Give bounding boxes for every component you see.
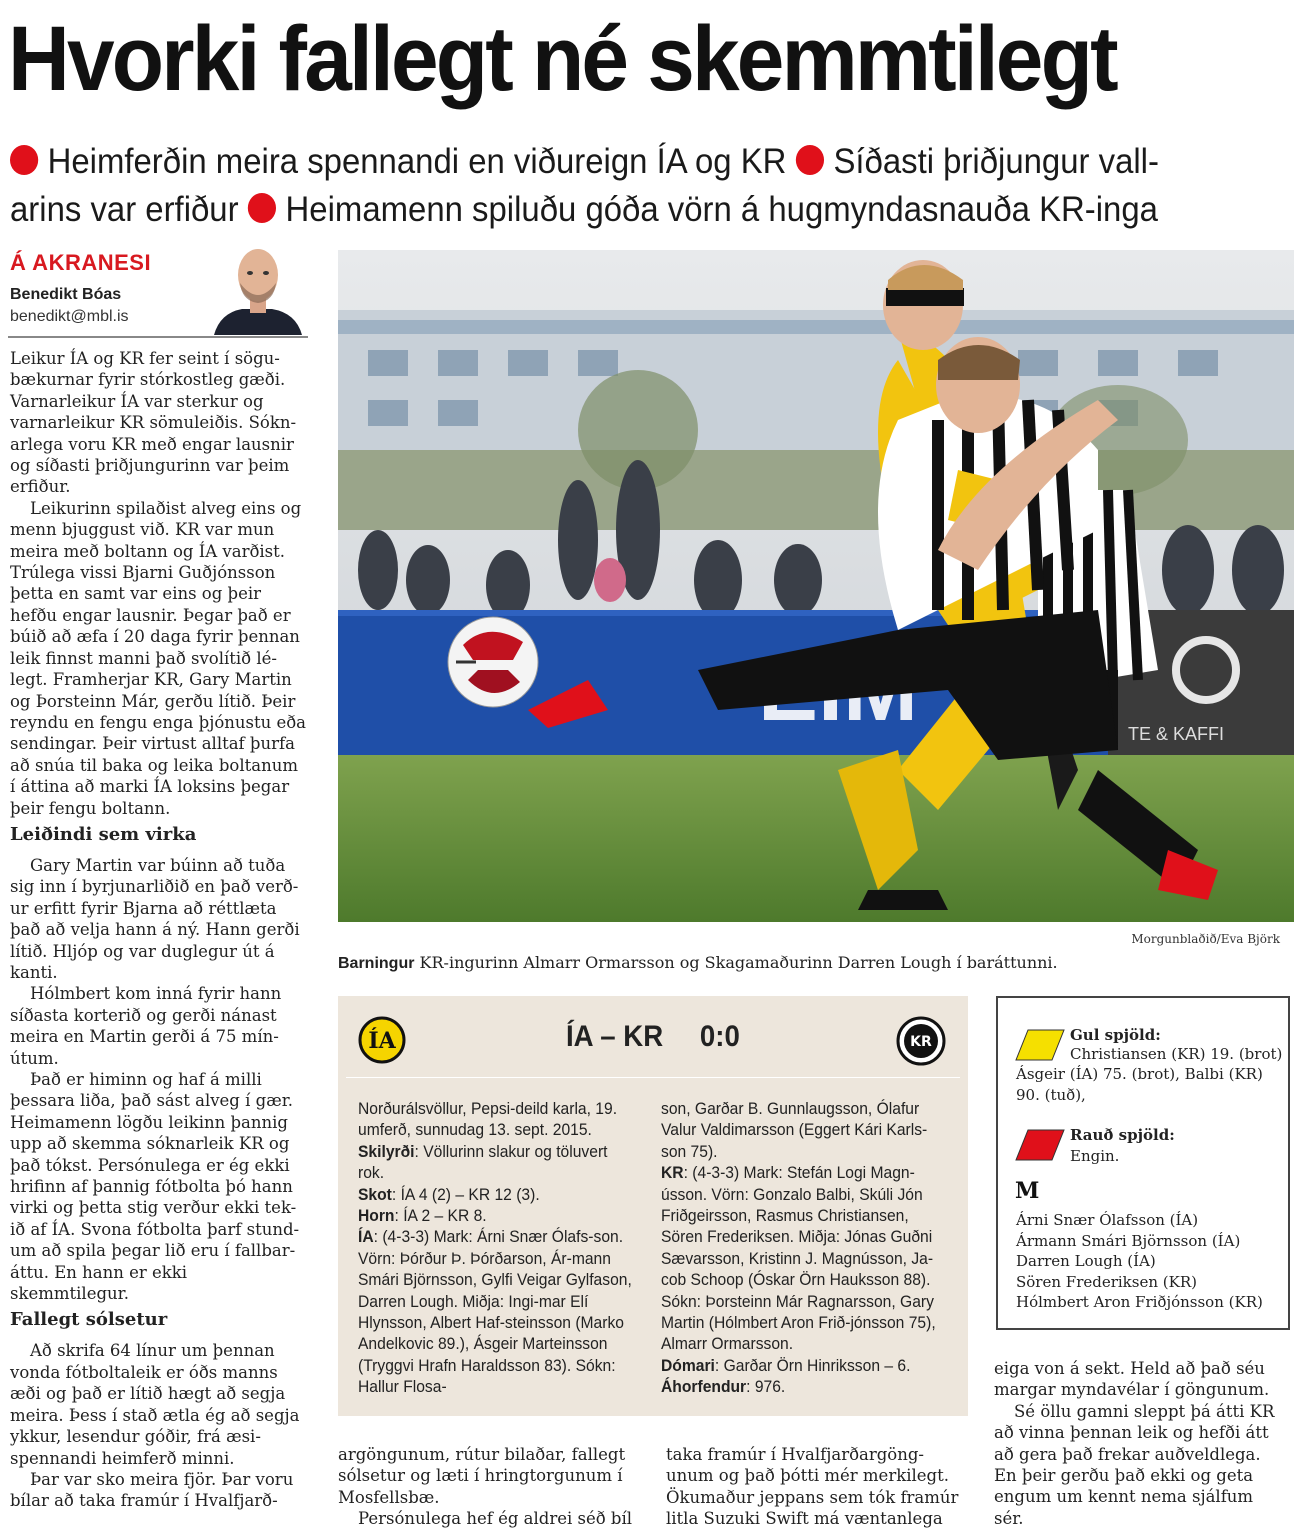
headline: Hvorki fallegt né skemmtilegt <box>8 8 1116 110</box>
ia-logo-text: ÍA <box>368 1028 396 1054</box>
byline-location: Á AKRANESI <box>10 250 152 275</box>
deck-text-1b: Síðasti þriðjungur vall- <box>833 142 1159 181</box>
author-portrait <box>206 243 308 335</box>
byline-author: Benedikt Bóas <box>10 286 122 303</box>
kr-logo-text: KR <box>910 1034 932 1050</box>
m-player: Ármann Smári Björnsson (ÍA) <box>1016 1231 1241 1250</box>
m-player: Árni Snær Ólafsson (ÍA) <box>1016 1211 1199 1229</box>
article-column-2 <box>338 1444 634 1530</box>
fact-kr-lineup: KR: (4-3-3) Mark: Stefán Logi Magn-ússon. Vörn: Gonzalo Balbi, Skúli Jón Friðgeirsson, Rasmus Christiansen, Sören Frederiksen. Miðja: Jónas Guðni Sævarsson, Kristinn J. Magnússon, Ja-cob Schoop (Óskar Örn Hauksson 88). Sókn: Þorsteinn Már Ragnarsson, Gary Martin (Hólmbert Aron Frið-jónsson 75), Almarr Ormarsson. <box>661 1163 936 1354</box>
paragraph: Gary Martin var búinn að tuða sig inn í byrjunarliðið en það verð-ur erfitt fyrir Bjarna að réttlæta það að velja hann á ný. Hann gerði lítið. Hljóp og var duglegur út á kanti. <box>10 855 300 982</box>
caption-text: KR-ingurinn Almarr Ormarsson og Skagamaðurinn Darren Lough í baráttunni. <box>419 953 1058 972</box>
factbox-left-column <box>358 1098 634 1398</box>
m-players-list <box>1016 1210 1278 1313</box>
photo-credit: Morgunblaðið/Eva Björk <box>1131 932 1280 946</box>
bullet-dot-icon <box>10 145 38 175</box>
bullet-dot-icon <box>248 193 276 223</box>
paragraph: Persónulega hef ég aldrei séð bíl <box>358 1509 633 1529</box>
fact-referee: Dómari: Garðar Örn Hinriksson – 6. <box>661 1355 911 1375</box>
paragraph: eiga von á sekt. Held að það séu margar myndavélar í göngunum. <box>994 1359 1270 1400</box>
yellow-cards-title: Gul spjöld: <box>1070 1026 1161 1044</box>
fact-venue: Norðurálsvöllur, Pepsi-deild karla, 19. umferð, sunnudag 13. sept. 2015. <box>358 1099 618 1140</box>
caption-lead: Barningur <box>338 955 415 972</box>
paragraph: Leikurinn spilaðist alveg eins og menn bjuggust við. KR var mun meira með boltann og ÍA varðist. Trúlega vissi Bjarni Guðjónsson þetta en samt var eins og þeir hefðu engar lausnir. Þegar það er búið að æfa í 20 daga fyrir þennan leik finnst manni það svolítið lé-legt. Framherjar KR, Gary Martin og Þorsteinn Már, gerðu lítið. Þeir reyndu en fengu enga þjónustu eða sendingar. Þeir virtust alltaf þurfa að snúa til baka og leika boltanum í áttina að marki ÍA loksins þegar þeir fengu boltann. <box>10 498 307 818</box>
fact-attendance: Áhorfendur: 976. <box>661 1377 786 1397</box>
m-player: Darren Lough (ÍA) <box>1016 1252 1156 1270</box>
match-result: 0:0 <box>699 1020 740 1053</box>
byline-email[interactable]: benedikt@mbl.is <box>10 308 129 325</box>
subheading: Fallegt sólsetur <box>10 1309 168 1331</box>
ad-board-right-text: TE & KAFFI <box>1128 724 1225 744</box>
bullet-dot-icon <box>796 145 824 175</box>
red-cards-text: Engin. <box>1070 1147 1120 1165</box>
football-icon <box>448 617 538 707</box>
factbox-right-column <box>661 1098 937 1398</box>
paragraph: Það er himinn og haf á milli þessara liða, það sást alveg í gær. Heimamenn lögðu leikinn þannig upp að skemma sóknarleik KR og það tókst. Persónulega er ég ekki hrifinn af þannig fótbolta þó hann virki og þetta stig verður ekki tek-ið af ÍA. Svona fótbolta þarf stund-um að spila þegar lið eru í fallbar-áttu. En hann er ekki skemmtilegur. <box>10 1070 300 1304</box>
paragraph: argöngunum, rútur bilaðar, fallegt sólsetur og læti í hringtorgunum í Mosfellsbæ. <box>338 1445 626 1507</box>
deck-text-2a: arins var erfiður <box>10 190 239 229</box>
paragraph: Þar var sko meira fjör. Þar voru bílar að taka framúr í Hvalfjarð- <box>10 1469 294 1511</box>
kr-logo-icon <box>896 1016 946 1066</box>
fact-ia-lineup: ÍA: (4-3-3) Mark: Árni Snær Ólafs-son. Vörn: Þórður Þ. Þórðarson, Ár-mann Smári Björnsson, Gylfi Veigar Gylfason, Darren Lough. Miðja: Ingi-mar Elí Hlynsson, Albert Haf-steinsson (Marko Andelkovic 89.), Ásgeir Marteinsson (Tryggvi Hrafn Haraldsson 83). Sókn: Hallur Flosa- <box>358 1227 632 1397</box>
fact-conditions: Skilyrði: Völlurinn slakur og töluvert rok. <box>358 1141 608 1183</box>
match-score <box>566 1020 740 1054</box>
deck-text-2b: Heimamenn spiluðu góða vörn á hugmyndasnauða KR-inga <box>285 190 1158 229</box>
article-column-3 <box>666 1444 966 1530</box>
red-card-icon <box>1014 1128 1066 1162</box>
photo-caption <box>338 953 1294 973</box>
paragraph: taka framúr í Hvalfjarðargöng-unum og það þótti mér merkilegt. Ökumaður jeppans sem tók framúr litla Suzuki Swift má væntanlega <box>666 1445 959 1529</box>
match-photo <box>338 250 1294 922</box>
paragraph: Leikur ÍA og KR fer seint í sögu-bækurnar fyrir stórkostleg gæði. Varnarleikur ÍA var sterkur og varnarleikur KR sömuleiðis. Sókn-arlega voru KR með engar lausnir og síðasti þriðjungurinn var þeim erfiður. <box>10 349 297 497</box>
red-cards-title: Rauð spjöld: <box>1070 1126 1175 1144</box>
yellow-card-icon <box>1014 1028 1066 1062</box>
fact-corners: Horn: ÍA 2 – KR 8. <box>358 1206 487 1226</box>
m-rating-icon: M <box>1015 1178 1040 1204</box>
ia-logo-icon <box>358 1016 406 1064</box>
m-player: Sören Frederiksen (KR) <box>1016 1272 1197 1291</box>
factbox-divider <box>346 1077 960 1078</box>
article-column-1 <box>10 348 308 1512</box>
match-teams: ÍA – KR <box>566 1020 664 1053</box>
yellow-cards-text-a: Christiansen (KR) 19. (brot) <box>1070 1045 1283 1063</box>
article-column-4 <box>994 1358 1284 1529</box>
deck-text-1a: Heimferðin meira spennandi en viðureign ÍA og KR <box>47 142 787 181</box>
fact-shots: Skot: ÍA 4 (2) – KR 12 (3). <box>358 1184 540 1204</box>
byline-divider <box>8 336 308 338</box>
m-player: Hólmbert Aron Friðjónsson (KR) <box>1016 1293 1263 1311</box>
subheading: Leiðindi sem virka <box>10 823 197 845</box>
deck-line-2 <box>10 186 1223 234</box>
yellow-cards-text-b: Ásgeir (ÍA) 75. (brot), Balbi (KR) 90. (tuð), <box>1016 1065 1263 1104</box>
paragraph: Hólmbert kom inná fyrir hann síðasta korterið og gerði nánast meira en Martin gerði á 75 mín-útum. <box>10 984 282 1068</box>
paragraph: Sé öllu gamni sleppt þá átti KR að vinna þennan leik og hefði átt að gera það frekar auðveldlega. En þeir gerðu það ekki og geta engum um kennt nema sjálfum sér. <box>994 1401 1275 1528</box>
deck <box>10 138 1223 234</box>
paragraph: Að skrifa 64 línur um þennan vonda fótboltaleik er óðs manns æði og það er lítið hægt að segja meira. Þess í stað ætla ég að segja ykkur, lesendur góðir, frá æsi-spennandi heimferð minni. <box>10 1341 300 1468</box>
fact-ia-lineup-cont: son, Garðar B. Gunnlaugsson, Ólafur Valur Valdimarsson (Eggert Kári Karls-son 75). <box>661 1099 928 1161</box>
deck-line-1 <box>10 138 1223 186</box>
